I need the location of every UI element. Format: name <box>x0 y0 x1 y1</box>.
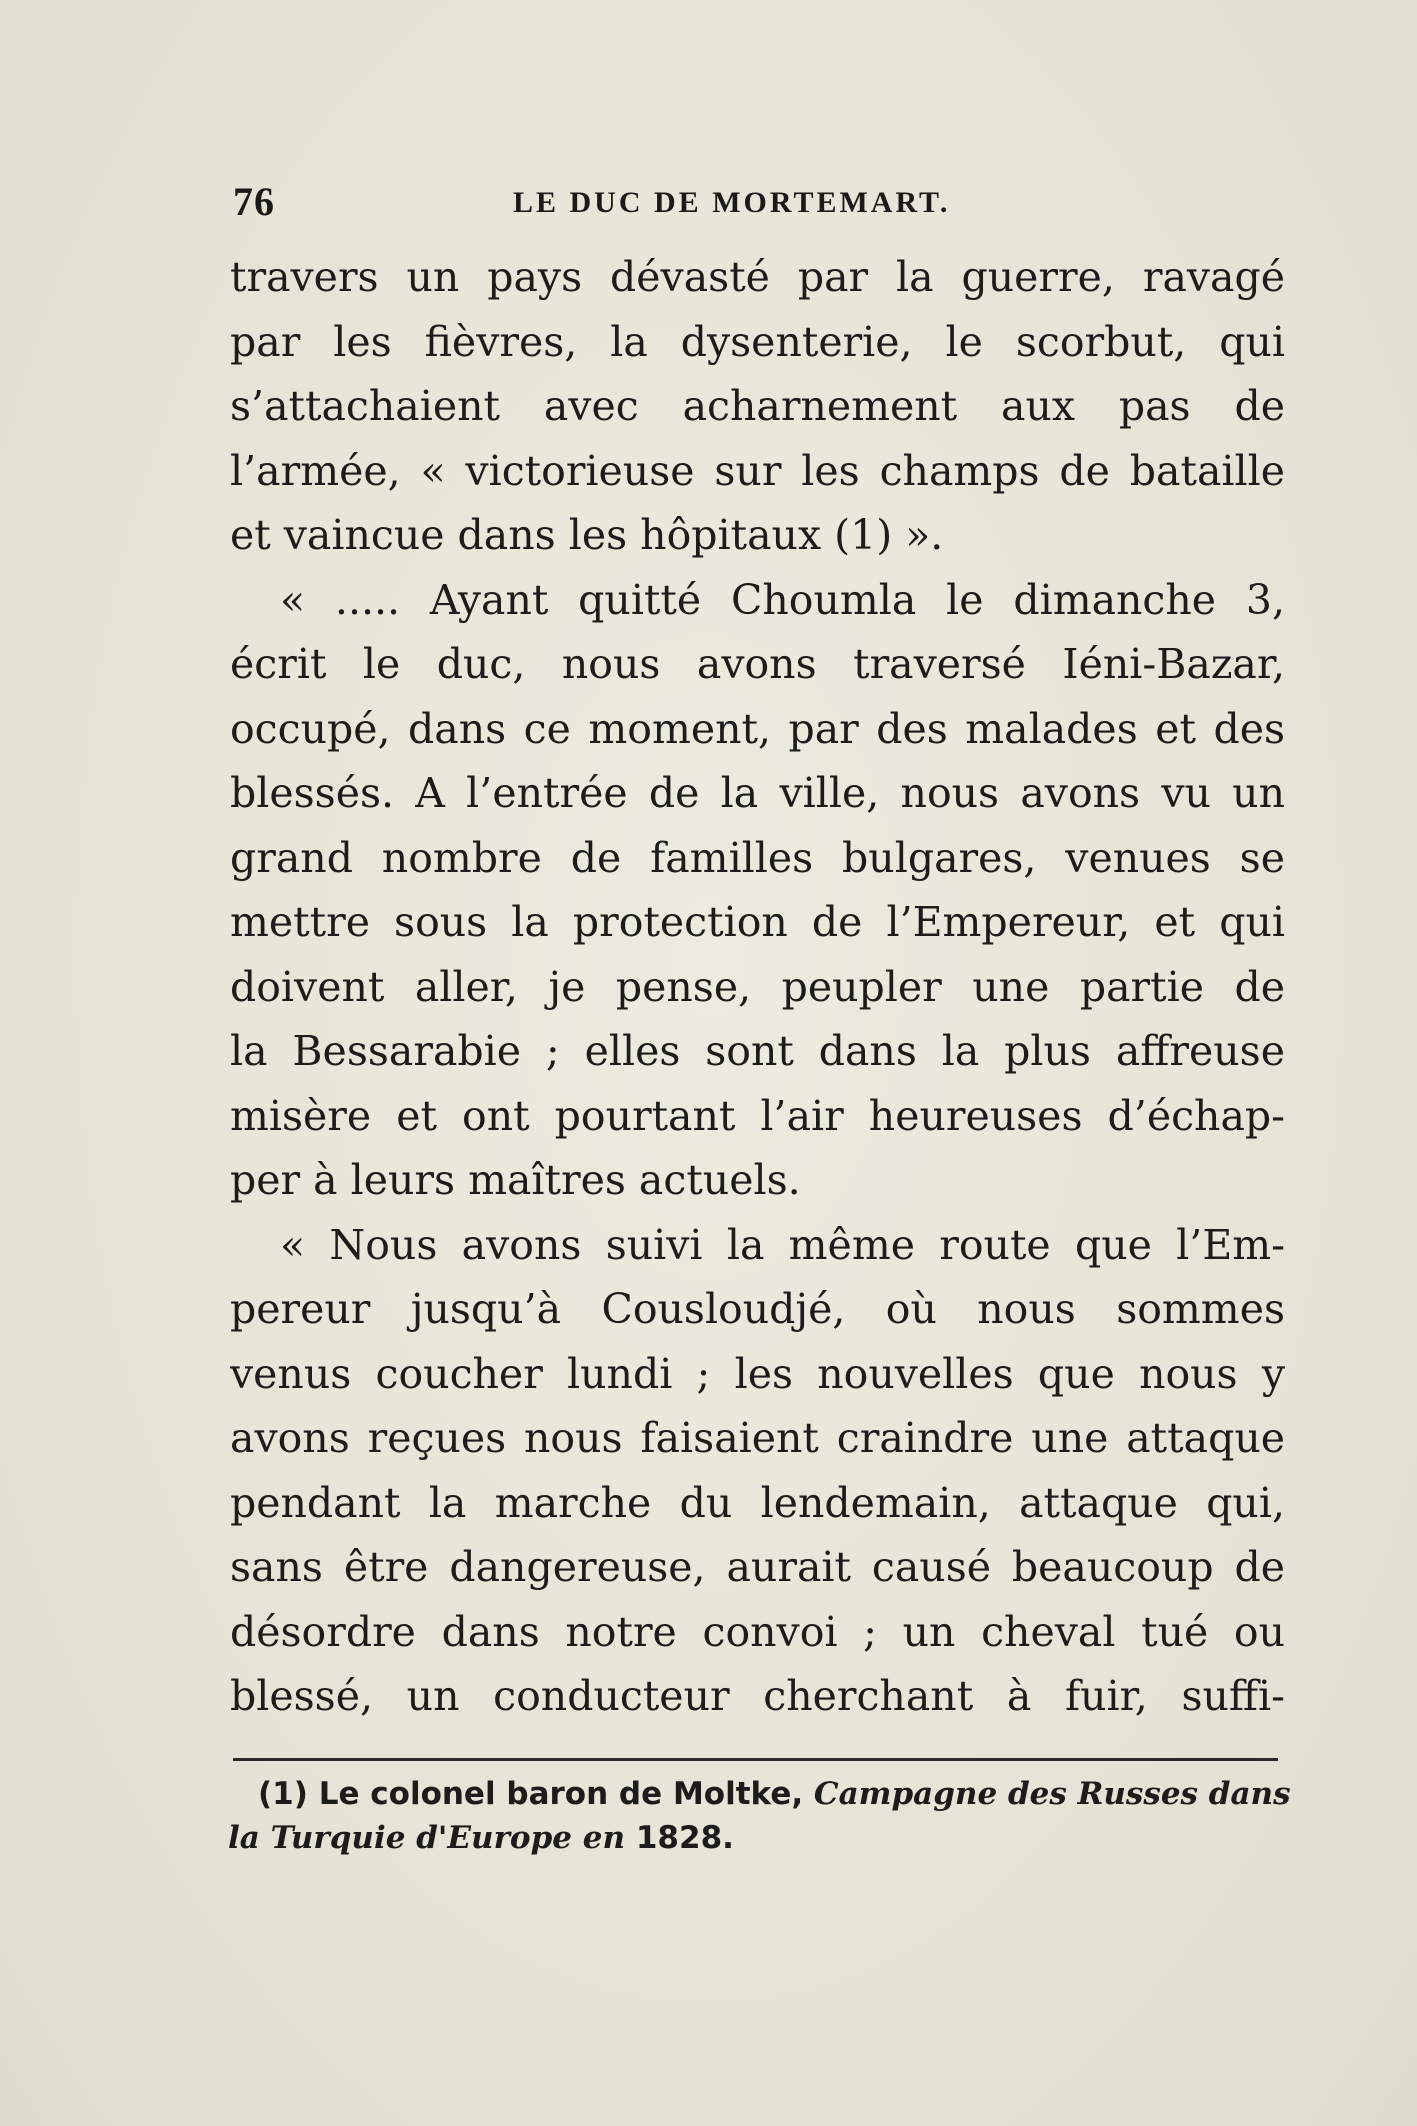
text-line: désordre dans notre convoi ; un cheval tué ou <box>230 1607 1285 1656</box>
text-line: blessé, un conducteur cherchant à fuir, suffi- <box>230 1672 1285 1720</box>
footnote-italic-text: la Turquie d'Europe en <box>228 1820 626 1856</box>
text-line: grand nombre de familles bulgares, venues se <box>230 833 1285 882</box>
footnote <box>228 1772 1291 1860</box>
running-head: LE DUC DE MORTEMART. <box>513 186 951 219</box>
body-text <box>230 245 1285 1729</box>
footnote-rule <box>233 1758 1278 1761</box>
page-number: 76 <box>233 179 275 224</box>
footnote-line <box>228 1772 1291 1816</box>
text-line: doivent aller, je pense, peupler une partie de <box>230 962 1285 1011</box>
text-line: per à leurs maîtres actuels. <box>230 1156 801 1204</box>
text-line: mettre sous la protection de l’Empereur, et qui <box>230 898 1285 946</box>
text-line: blessés. A l’entrée de la ville, nous avons vu un <box>230 769 1285 817</box>
text-line: s’attachaient avec acharnement aux pas de <box>230 382 1285 430</box>
text-line: avons reçues nous faisaient craindre une attaque <box>230 1414 1285 1462</box>
text-line: sans être dangereuse, aurait causé beaucoup de <box>230 1543 1285 1591</box>
text-line: la Bessarabie ; elles sont dans la plus affreuse <box>230 1027 1285 1075</box>
footnote-text: (1) Le colonel baron de Moltke, <box>258 1776 804 1812</box>
text-line: misère et ont pourtant l’air heureuses d’échap- <box>230 1091 1285 1140</box>
text-line: occupé, dans ce moment, par des malades et des <box>230 704 1285 753</box>
text-line: pendant la marche du lendemain, attaque qui, <box>230 1478 1285 1527</box>
text-line: écrit le duc, nous avons traversé Iéni-Bazar, <box>230 640 1285 688</box>
footnote-text: 1828. <box>635 1820 734 1856</box>
text-line: l’armée, « victorieuse sur les champs de bataille <box>230 446 1285 495</box>
text-line: « ..... Ayant quitté Choumla le dimanche 3, <box>280 575 1285 624</box>
text-line: pereur jusqu’à Cousloudjé, où nous sommes <box>230 1285 1285 1333</box>
footnote-line <box>228 1816 1283 1860</box>
page-header <box>233 178 1283 230</box>
text-line: par les fièvres, la dysenterie, le scorbut, qui <box>230 317 1285 366</box>
text-line: « Nous avons suivi la même route que l’Em- <box>280 1220 1285 1269</box>
text-line: et vaincue dans les hôpitaux (1) ». <box>230 511 944 559</box>
footnote-italic-text: Campagne des Russes dans <box>813 1776 1291 1812</box>
text-line: venus coucher lundi ; les nouvelles que nous y <box>230 1349 1285 1398</box>
text-line: travers un pays dévasté par la guerre, ravagé <box>230 253 1285 301</box>
